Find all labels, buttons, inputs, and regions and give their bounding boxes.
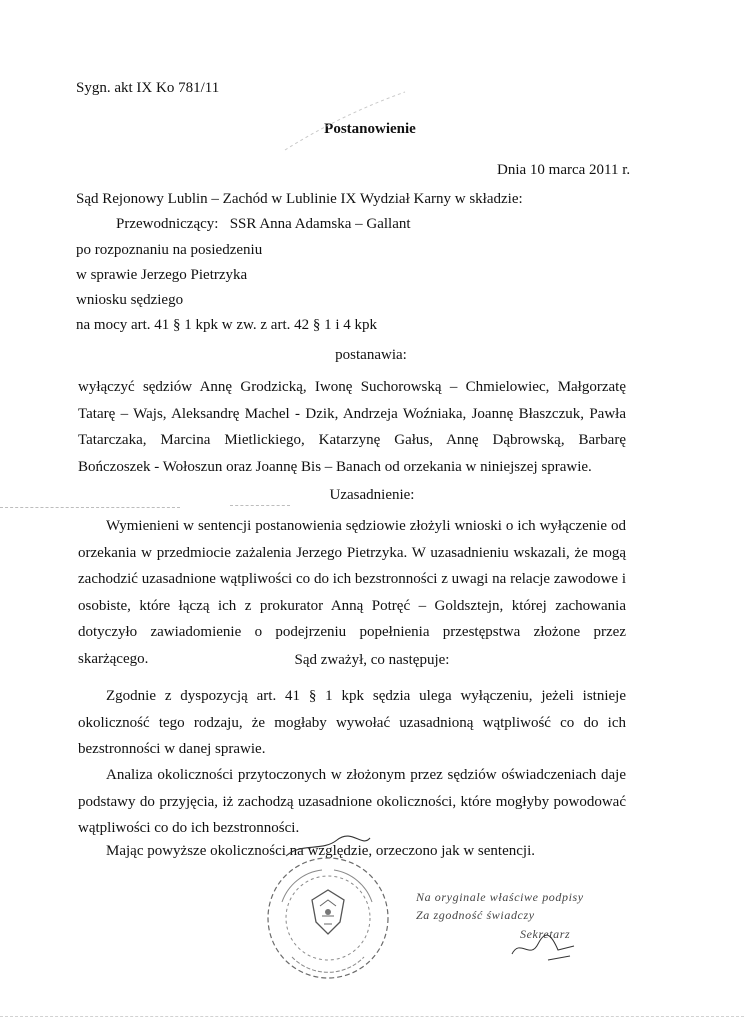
scan-artifact-line xyxy=(230,505,290,506)
intro-line-case: w sprawie Jerzego Pietrzyka xyxy=(76,267,248,283)
case-signature: Sygn. akt IX Ko 781/11 xyxy=(76,80,220,96)
scan-artifact-line xyxy=(0,1016,744,1017)
court-seal-icon xyxy=(262,852,394,984)
closing-sentence: Mając powyższe okoliczności na względzie, orzeczono jak w sentencji. xyxy=(106,843,535,859)
intro-line-session: po rozpoznaniu na posiedzeniu xyxy=(76,242,263,258)
stamp-original-signatures: Na oryginale właściwe podpisy xyxy=(416,890,584,904)
stamp-certified: Za zgodność świadczy xyxy=(416,908,535,922)
intro-line-legal-basis: na mocy art. 41 § 1 kpk w zw. z art. 42 § 1 i 4 kpk xyxy=(76,317,378,333)
document-title: Postanowienie xyxy=(324,121,416,137)
document-date: Dnia 10 marca 2011 r. xyxy=(497,162,631,178)
decision-text: wyłączyć sędziów Annę Grodzicką, Iwonę Suchorowską – Chmielowiec, Małgorzatę Tatarę – Wajs, Aleksandrę Machel - Dzik, Andrzeja Woźniaka, Joannę Błaszczuk, Pawła Tatarczaka, Marcina Mietlickiego, Katarzynę Gałus, Annę Dąbrowską, Barbarę Bończoszek - Wołoszun oraz Joannę Bis – Banach od orzekania w niniejszej sprawie. xyxy=(78,379,626,475)
considerations-heading: Sąd zważył, co następuje: xyxy=(294,652,450,668)
presiding-judge: Przewodniczący: SSR Anna Adamska – Gallant xyxy=(116,216,411,232)
stamp-secretary: Sekretarz xyxy=(520,927,571,941)
justification-heading: Uzasadnienie: xyxy=(329,487,415,503)
secretary-signature-icon xyxy=(508,930,580,966)
scan-artifact-stroke xyxy=(280,88,410,158)
court-composition: Sąd Rejonowy Lublin – Zachód w Lublinie IX Wydział Karny w składzie: xyxy=(76,191,523,207)
justification-text: Wymienieni w sentencji postanowienia sędziowie złożyli wnioski o ich wyłączenie od orzekania w przedmiocie zażalenia Jerzego Pietrzyka. W uzasadnieniu wskazali, że mogą zachodzić uzasadnione wątpliwości co do ich bezstronności z uwagi na relacje zawodowe i osobiste, które łączą ich z prokurator Anną Potręć – Goldsztejn, której zachowania dotyczyło zawiadomienie o podejrzeniu popełnienia przestępstwa złożone przez skarżącego. xyxy=(78,518,626,667)
considerations-paragraph-1: Zgodnie z dyspozycją art. 41 § 1 kpk sędzia ulega wyłączeniu, jeżeli istnieje okoliczność tego rodzaju, że mogłaby wywołać uzasadnioną wątpliwość co do ich bezstronności w danej sprawie. xyxy=(78,688,626,757)
handwritten-strike-icon xyxy=(282,834,374,862)
decision-heading: postanawia: xyxy=(335,347,407,363)
considerations-paragraph-2: Analiza okoliczności przytoczonych w złożonym przez sędziów oświadczeniach daje podstawy do przyjęcia, iż zachodzą uzasadnione okoliczności, które mogłyby powodować wątpliwości co do ich bezstronności. xyxy=(78,767,626,836)
scan-artifact-line xyxy=(0,507,180,508)
intro-line-motion: wniosku sędziego xyxy=(76,292,184,308)
